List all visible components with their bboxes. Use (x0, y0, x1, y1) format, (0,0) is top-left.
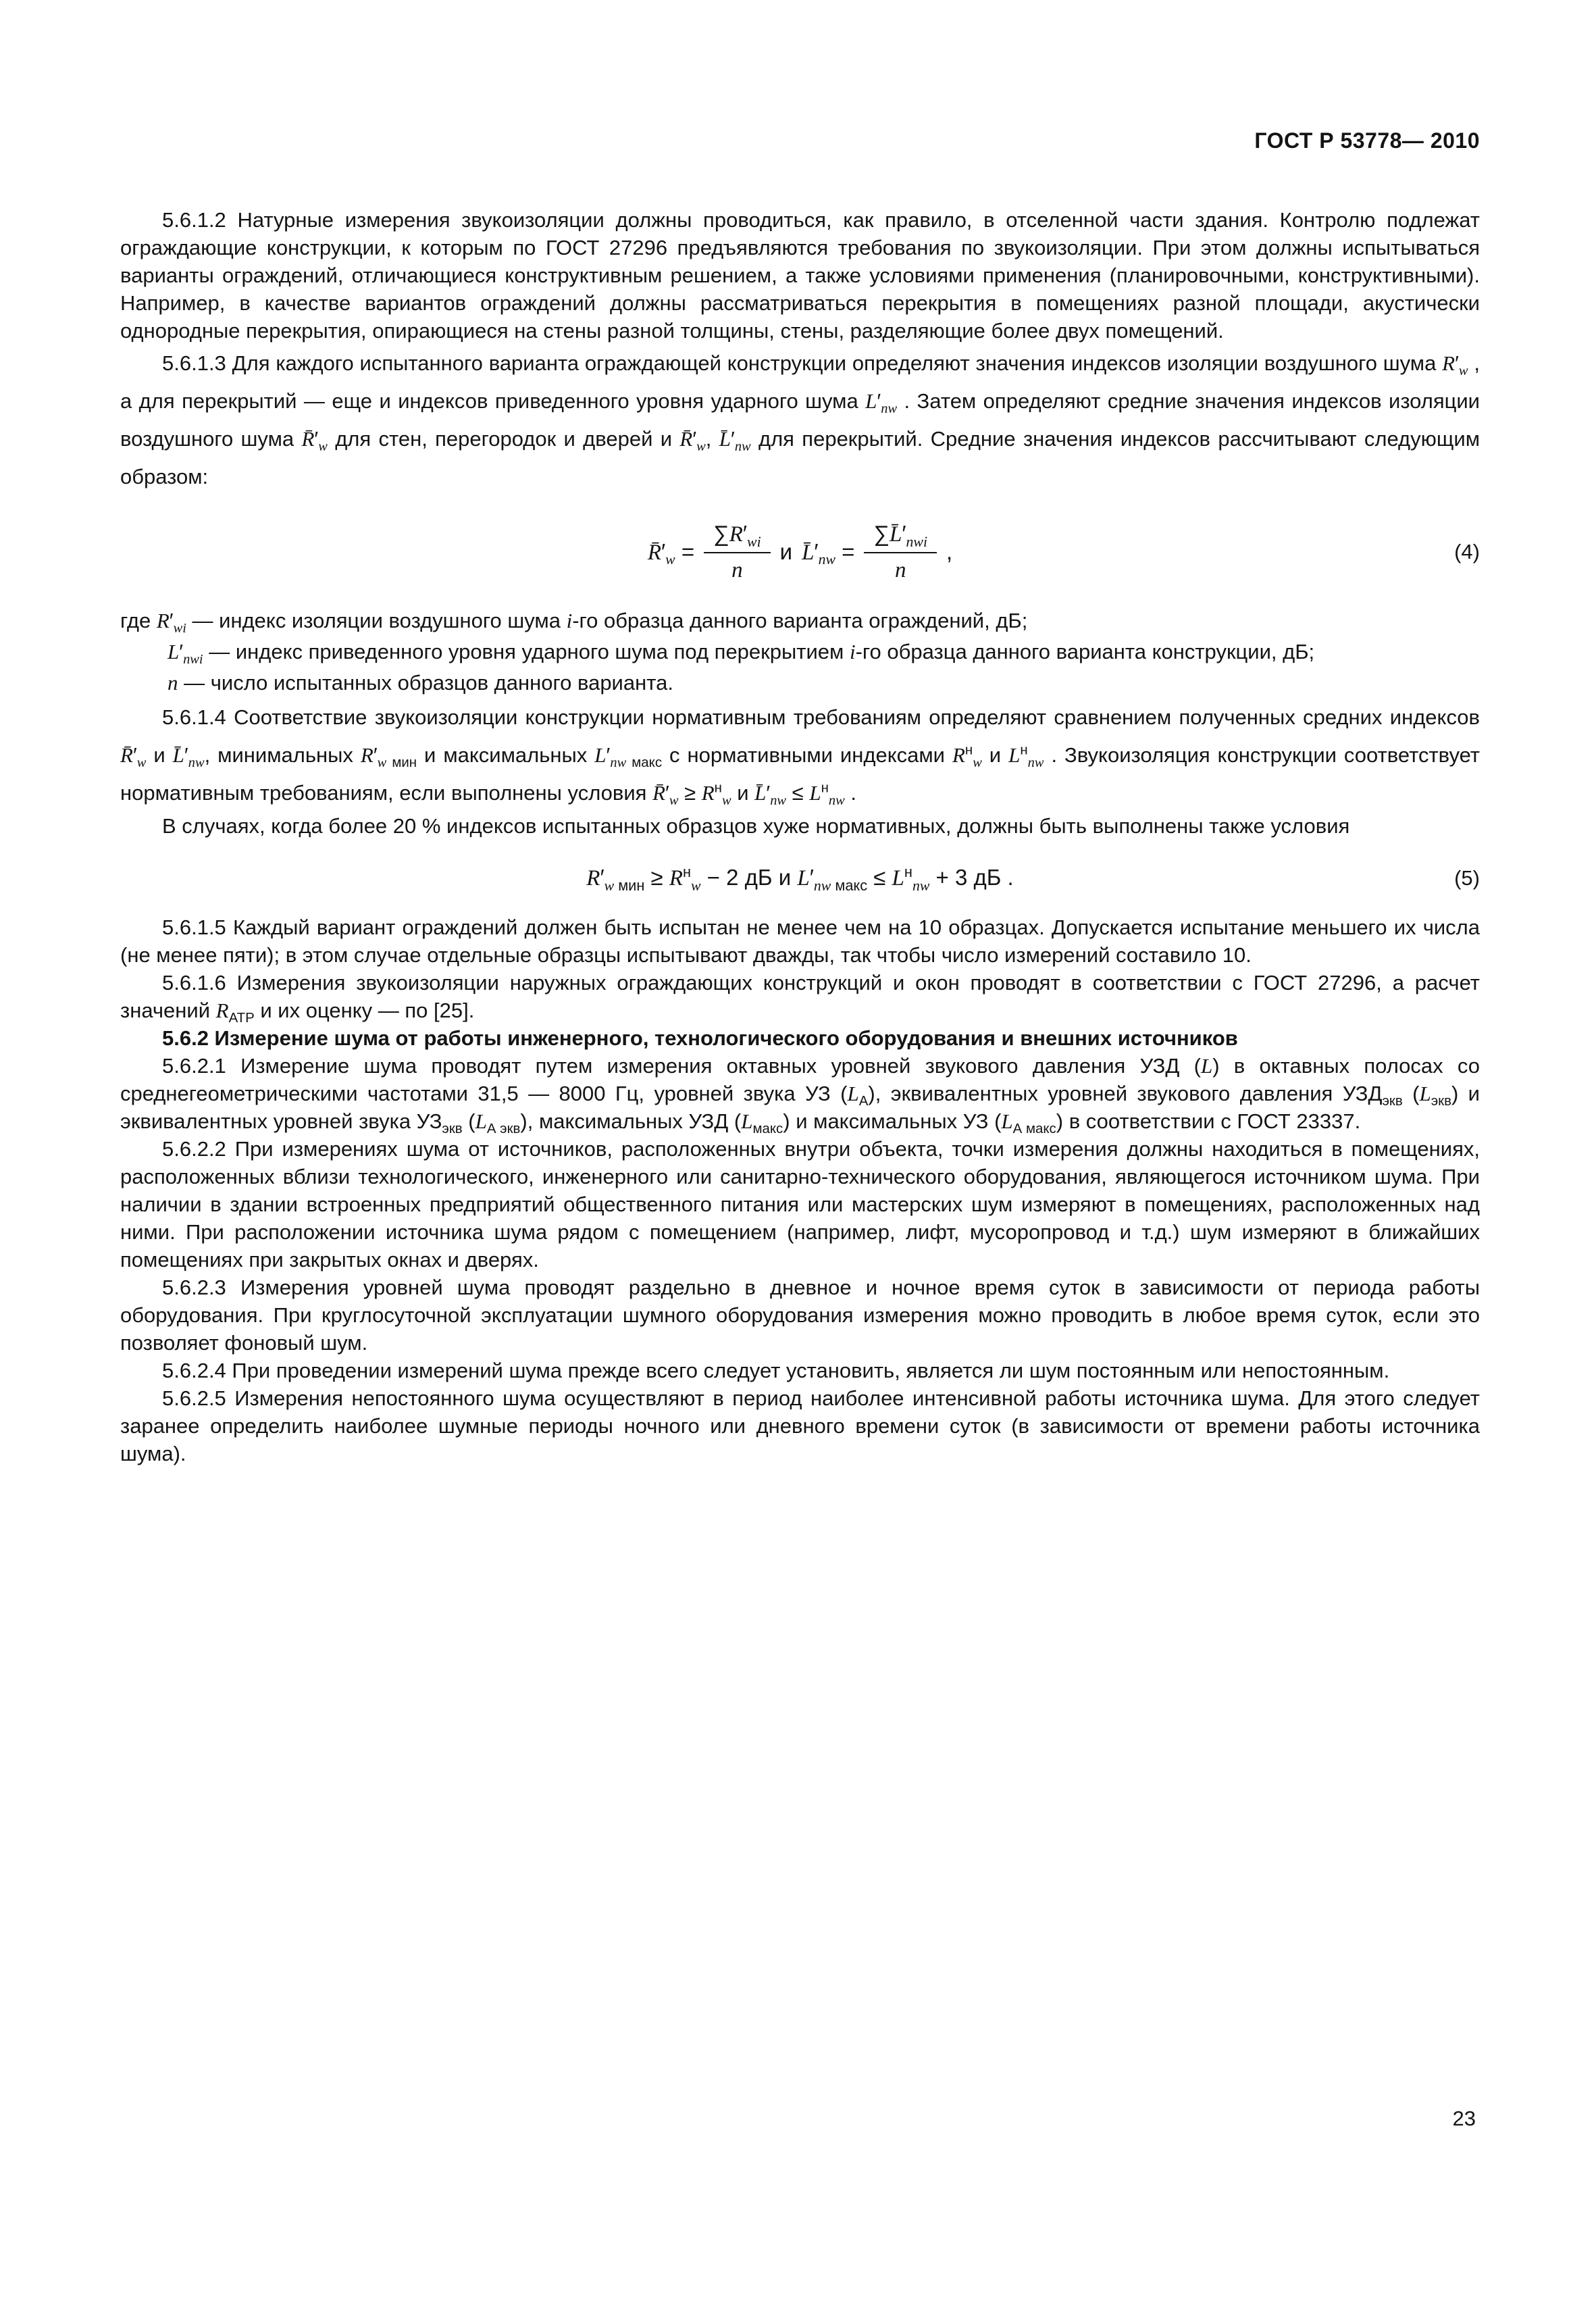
formula-4-numerator-1: $\sum R'_{wi}$ (704, 519, 770, 553)
paragraph-5-6-1-5: 5.6.1.5 Каждый вариант ограждений должен быть испытан не менее чем на 10 образцах. Допускается испытание меньшего их числа (не менее пяти); в этом случае отдельные образцы испытывают дважды, так чтобы число измерений составило 10. (120, 915, 1480, 967)
formula-4-trailing-comma: , (946, 539, 953, 564)
formula-4-lhs-2: $L̄'_{nw}$ = (802, 538, 855, 568)
paragraph-5-6-1-2: 5.6.1.2 Натурные измерения звукоизоляции должны проводиться, как правило, в отселенной части здания. Контролю подлежат ограждающие конструкции, к которым по ГОСТ 27296 предъявляются требования по звукоизоляции. При этом должны испытываться варианты ограждений, отличающиеся конструктивным решением, а также условиями применения (планировочными, конструктивными). Например, в качестве вариантов ограждений должны рассматриваться перекрытия в помещениях разной площади, акустически однородные перекрытия, опирающиеся на стены разной толщины, стены, разделяющие более двух помещений. (120, 208, 1480, 343)
definition-n: n — число испытанных образцов данного варианта. (168, 671, 673, 695)
formula-4-denominator-1: n (731, 558, 743, 582)
definition-lnwi: $L'_{nwi}$ — индекс приведенного уровня ударного шума под перекрытием i-го образца данного варианта конструкции, дБ; (168, 640, 1315, 668)
formula-5-expression: $R'_{w мин} \ge R^н_w - 2$ дБ и $L'_{nw макс} \le L^н_{nw} + 3$ дБ . (586, 863, 1014, 894)
paragraph-5-6-1-3: 5.6.1.3 Для каждого испытанного варианта ограждающей конструкции определяют значения индексов изоляции воздушного шума $R'_w$ , а для перекрытий — еще и индексов приведенного уровня ударного шума $L'_{nw}$ . Затем определяют средние значения индексов изоляции воздушного шума $R̄'_w$ для стен, перегородок и дверей и $R̄'_w$, $L̄'_{nw}$ для перекрытий. Средние значения индексов рассчитывают следующим образом: (120, 351, 1481, 488)
formula-4-conjunction: и (779, 539, 793, 564)
paragraph-5-6-2-4: 5.6.2.4 При проведении измерений шума прежде всего следует установить, является ли шум постоянным или непостоянным. (162, 1359, 1390, 1382)
paragraph-5-6-2-5: 5.6.2.5 Измерения непостоянного шума осуществляют в период наиболее интенсивной работы источника шума. Для этого следует заранее определить наиболее шумные периоды ночного или дневного времени суток (в зависимости от времени работы источника шума). (120, 1386, 1480, 1465)
formula-4-lhs-1: $R̄'_w$ = (647, 538, 695, 568)
paragraph-5-6-2-2: 5.6.2.2 При измерениях шума от источников, расположенных внутри объекта, точки измерения должны находиться в помещениях, расположенных вблизи технологического, инженерного или санитарно-технического оборудования, являющегося источником шума. При наличии в здании встроенных предприятий общественного питания или мастерских шум измеряют в помещениях, расположенных над ними. При расположении источника шума рядом с помещением (например, лифт, мусоропровод и т.д.) шум измеряют в ближайших помещениях при закрытых окнах и дверях. (120, 1137, 1480, 1272)
paragraph-5-6-1-4: 5.6.1.4 Соответствие звукоизоляции конструкции нормативным требованиям определяют сравнением полученных средних индексов $R̄'_w$ и $L̄'_{nw}$, минимальных $R'_{w мин}$ и максимальных $L'_{nw макс}$ с нормативными индексами $R^н_w$ и $L^н_{nw}$ . Звукоизоляция конструкции соответствует нормативным требованиям, если выполнены условия $R̄'_w \ge R^н_w$ и $L̄'_{nw} \le L^н_{nw}$ . (120, 705, 1481, 809)
paragraph-5-6-2-1: 5.6.2.1 Измерение шума проводят путем измерения октавных уровней звукового давления УЗД (L) в октавных полосах со среднегеометрическими частотами 31,5 — 8000 Гц, уровней звука УЗ $(L_А)$, эквивалентных уровней звукового давления $УЗД_{экв}$ $(L_{экв})$ и эквивалентных уровней звука $УЗ_{экв}$ $(L_{А экв})$, максимальных УЗД $(L_{макс})$ и максимальных УЗ $(L_{А макс})$ в соответствии с ГОСТ 23337. (120, 1054, 1480, 1137)
paragraph-5-6-2-3: 5.6.2.3 Измерения уровней шума проводят раздельно в дневное и ночное время суток в зависимости от периода работы оборудования. При круглосуточной эксплуатации шумного оборудования измерения можно проводить в любое время суток, если это позволяет фоновый шум. (120, 1276, 1480, 1355)
formula-4 (120, 519, 1480, 585)
formula-4-expression (648, 519, 952, 585)
formula-5 (120, 863, 1480, 893)
heading-5-6-2: 5.6.2 Измерение шума от работы инженерного, технологического оборудования и внешних источников (162, 1026, 1238, 1050)
definition-rwi: где $R'_{wi}$ — индекс изоляции воздушного шума i-го образца данного варианта ограждений, дБ; (120, 609, 1028, 636)
formula-4-numerator-2: $\sum L̄'_{nwi}$ (864, 519, 937, 553)
document-number: ГОСТ Р 53778— 2010 (1254, 128, 1480, 153)
formula-5-number: (5) (1454, 865, 1480, 890)
page-number: 23 (1452, 2107, 1476, 2130)
formula-4-number: (4) (1454, 540, 1480, 563)
paragraph-5-6-1-6: 5.6.1.6 Измерения звукоизоляции наружных ограждающих конструкций и окон проводят в соответствии с ГОСТ 27296, а расчет значений $R_{АТР}$ и их оценку — по [25]. (120, 971, 1480, 1026)
formula-4-fraction-1 (704, 519, 770, 585)
formula-4-fraction-2 (864, 519, 937, 585)
formula-4-denominator-2: n (894, 558, 906, 582)
paragraph-condition-intro: В случаях, когда более 20 % индексов испытанных образцов хуже нормативных, должны быть выполнены также условия (162, 814, 1350, 838)
